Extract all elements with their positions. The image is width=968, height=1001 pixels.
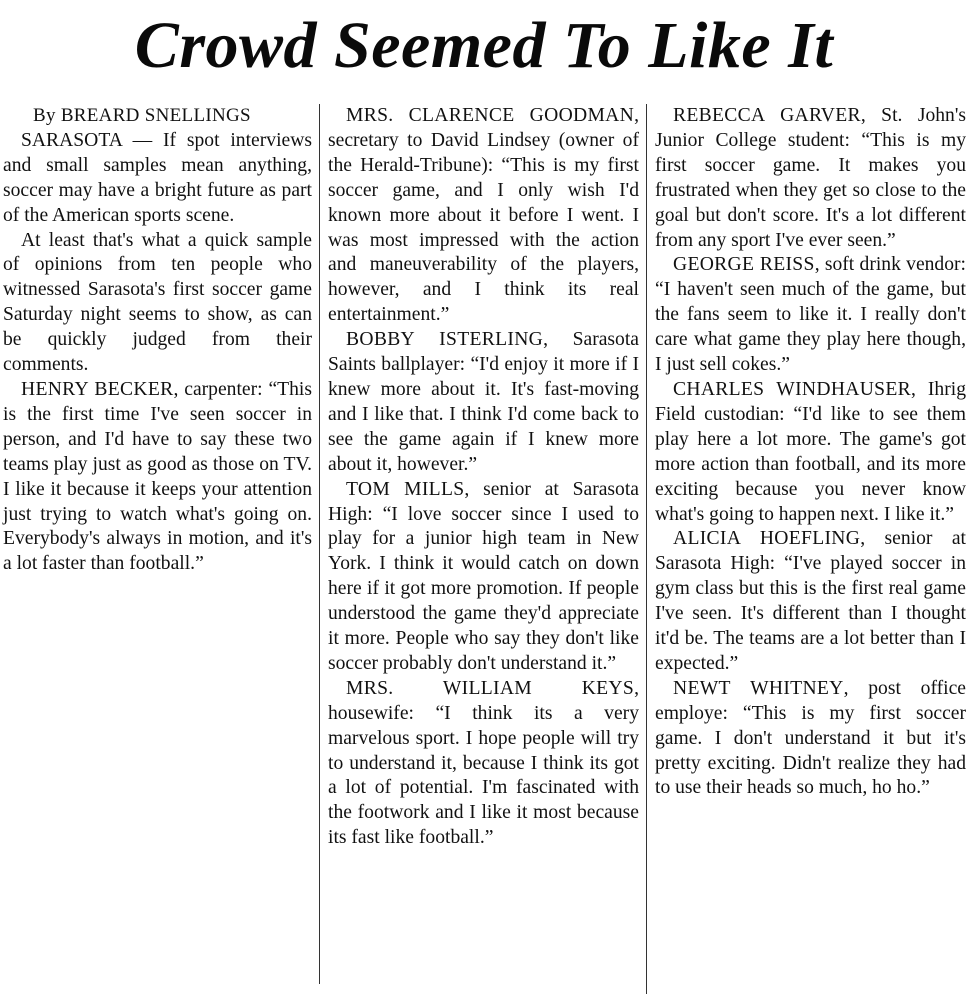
quote: “This is my first soccer game, and I only wish I'd known more about it before I went. I was most impressed with the action and maneuverability of the players, however, and I think its real entertainment.” [328, 154, 640, 326]
speaker-description: , Ihrig Field custodian: [655, 378, 966, 425]
interview-paragraph [328, 677, 639, 851]
speaker-name: ALICIA HOEFLING [673, 528, 861, 550]
column-divider [319, 104, 320, 984]
speaker-description: , post office employe: [655, 677, 966, 724]
speaker-name: NEWT WHITNEY [673, 677, 844, 699]
interview-paragraph [655, 104, 966, 253]
speaker-name: HENRY BECKER [21, 378, 174, 400]
speaker-description: , Sarasota Saints ballplayer: [328, 329, 639, 376]
interview-paragraph [328, 104, 639, 328]
article-column-1 [3, 104, 312, 577]
interview-paragraph [3, 378, 312, 577]
speaker-name: CHARLES WINDHAUSER [673, 378, 912, 400]
quote: “I'd like to see them play here a lot more. The game's got more action than football, and its more exciting because you never know what's going to happen next. I like it.” [655, 403, 966, 525]
quote: “I love soccer since I used to play for a junior high team in New York. I think it would catch on down here if it got more promotion. If people understood the game they'd appreciate it more. People who say they don't like soccer probably don't understand it.” [328, 503, 640, 674]
column-divider [646, 104, 647, 994]
quote: “This is my first soccer game. I don't understand it but it's pretty exciting. Didn't realize they had to use their heads so much, ho ho.” [655, 702, 966, 799]
quote: “I think its a very marvelous sport. I hope people will try to understand it, because I think its got a lot of potential. I'm fascinated with the footwork and I like it most because its fast like football.” [328, 702, 640, 849]
headline: Crowd Seemed To Like It [134, 9, 834, 82]
interview-paragraph [328, 478, 639, 677]
quote: “This is the first time I've seen soccer in person, and I'd have to say these two teams play just as good as those on TV. I like it because it keeps your attention just trying to watch what's going on. Everybody's always in motion, and it's a lot faster than football.” [3, 378, 312, 575]
speaker-name: REBECCA GARVER [673, 105, 861, 126]
speaker-description: , senior at Sarasota High: [655, 528, 966, 575]
speaker-description: , senior at Sarasota High: [328, 478, 639, 525]
speaker-description: , secretary to David Lindsey (owner of the Herald-Tribune): [328, 105, 639, 176]
interview-paragraph [655, 677, 966, 802]
speaker-description: , carpenter: [173, 378, 269, 400]
article-column-2 [328, 104, 639, 851]
intro-paragraph: At least that's what a quick sample of opinions from ten people who witnessed Sarasota's first soccer game Saturday night seems to show, as can be quickly judged from their comments. [3, 229, 312, 376]
speaker-description: , housewife: [328, 677, 639, 724]
byline: By BREARD SNELLINGS [33, 105, 251, 126]
speaker-description: , soft drink vendor: [814, 254, 966, 276]
speaker-name: MRS. CLARENCE GOODMAN [346, 105, 635, 126]
interview-paragraph [328, 328, 639, 477]
speaker-name: BOBBY ISTERLING [346, 329, 544, 351]
intro-paragraph: SARASOTA — If spot interviews and small samples mean anything, soccer may have a bright future as part of the American sports scene. [3, 129, 312, 226]
interview-paragraph [655, 253, 966, 378]
interview-paragraph [655, 527, 966, 676]
quote: “I haven't seen much of the game, but the fans seem to like it. I really don't care what game they play here though, I just sell cokes.” [655, 279, 966, 376]
speaker-name: TOM MILLS [346, 478, 465, 500]
interview-paragraph [655, 378, 966, 527]
speaker-name: GEORGE REISS [673, 254, 815, 276]
quote: “I'd enjoy it more if I knew more about it. It's fast-moving and I like that. I think I'd come back to see the game again if I knew more about it, however.” [328, 354, 640, 475]
quote: “I've played soccer in gym class but this is the first real game I've seen. It's different than I thought it'd be. The teams are a lot better than I expected.” [655, 553, 966, 674]
quote: “This is my first soccer game. It makes you frustrated when they get so close to the goal but don't score. It's a lot different from any sport I've ever seen.” [655, 129, 966, 251]
article-column-3 [655, 104, 966, 801]
speaker-name: MRS. WILLIAM KEYS [346, 677, 635, 699]
speaker-description: , St. John's Junior College student: [655, 105, 966, 151]
